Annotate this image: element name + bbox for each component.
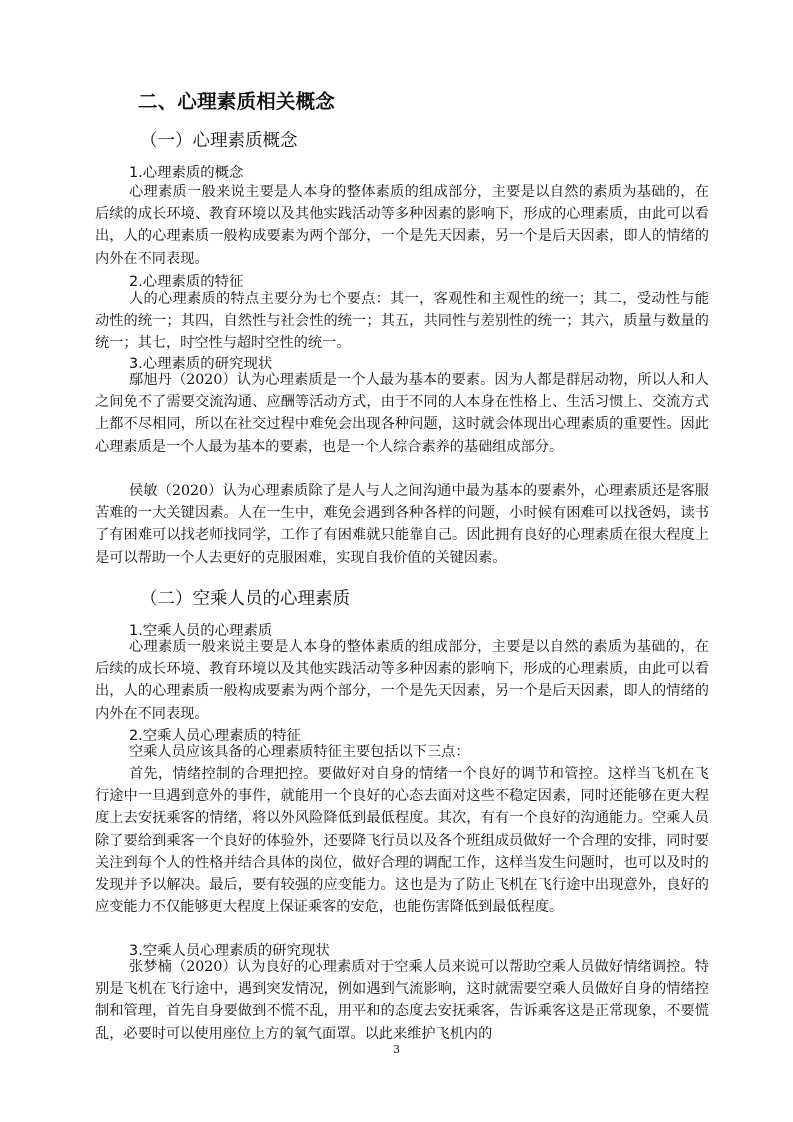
page-number: 3 (393, 1043, 400, 1056)
heading-2-2: 2.空乘人员心理素质的特征 (129, 728, 302, 744)
subsection-title-2: （二）空乘人员的心理素质 (140, 589, 350, 609)
paragraph-2-2b: 首先，情绪控制的合理把控。要做好对自身的情绪一个良好的调节和管控。这样当飞机在飞行途中一旦遇到意外的事件，就能用一个良好的心态去面对这些不稳定因素，同时还能够在更大程度上去安抚乘客的情绪，将以外风险降低到最低程度。其次，有有一个良好的沟通能力。空乘人员除了要给到乘客一个良好的体验外，还要降飞行员以及各个班组成员做好一个合理的安排，同时要关注到每个人的性格并结合具体的岗位，做好合理的调配工作，这样当发生问题时，也可以及时的发现并予以解决。最后，要有较强的应变能力。这也是为了防止飞机在飞行途中出现意外，良好的应变能力不仅能够更大程度上保证乘客的安危，也能伤害降低到最低程度。 (95, 766, 709, 916)
paragraph-1-3a: 鄢旭丹（2020）认为心理素质是一个人最为基本的要素。因为人都是群居动物，所以人和人之间免不了需要交流沟通、应酬等活动方式，由于不同的人本身在性格上、生活习惯上、交流方式上都不尽相同，所以在社交过程中难免会出现各种问题，这时就会体现出心理素质的重要性。因此心理素质是一个人最为基本的要素，也是一个人综合素养的基础组成部分。 (95, 372, 709, 455)
heading-2-3: 3.空乘人员心理素质的研究现状 (129, 943, 330, 959)
heading-2-1: 1.空乘人员的心理素质 (129, 623, 273, 639)
paragraph-2-1: 心理素质一般来说主要是人本身的整体素质的组成部分，主要是以自然的素质为基础的，在后续的成长环境、教育环境以及其他实践活动等多种因素的影响下，形成的心理素质，由此可以看出，人的心理素质一般构成要素为两个部分，一个是先天因素，另一个是后天因素，即人的情绪的内外在不同表现。 (95, 639, 709, 722)
heading-1-3: 3.心理素质的研究现状 (129, 356, 273, 372)
paragraph-2-2a: 空乘人员应该具备的心理素质特征主要包括以下三点： (129, 744, 470, 760)
paragraph-1-1: 心理素质一般来说主要是人本身的整体素质的组成部分，主要是以自然的素质为基础的，在后续的成长环境、教育环境以及其他实践活动等多种因素的影响下，形成的心理素质，由此可以看出，人的心理素质一般构成要素为两个部分，一个是先天因素，另一个是后天因素，即人的情绪的内外在不同表现。 (95, 184, 709, 267)
heading-1-1: 1.心理素质的概念 (129, 165, 244, 181)
paragraph-1-3b: 侯敏（2020）认为心理素质除了是人与人之间沟通中最为基本的要素外，心理素质还是客服苦难的一大关键因素。人在一生中，难免会遇到各种各样的问题，小时候有困难可以找爸妈，读书了有困难可以找老师找同学，工作了有困难就只能靠自己。因此拥有良好的心理素质在很大程度上是可以帮助一个人去更好的克服困难，实现自我价值的关键因素。 (95, 483, 709, 566)
section-title: 二、心理素质相关概念 (138, 90, 336, 113)
subsection-title-1: （一）心理素质概念 (140, 131, 298, 151)
paragraph-1-2: 人的心理素质的特点主要分为七个要点：其一，客观性和主观性的统一；其二，受动性与能动性的统一；其四，自然性与社会性的统一；其五，共同性与差别性的统一；其六，质量与数量的统一；其七，时空性与超时空性的统一。 (95, 291, 709, 352)
heading-1-2: 2.心理素质的特征 (129, 274, 244, 290)
paragraph-2-3: 张梦楠（2020）认为良好的心理素质对于空乘人员来说可以帮助空乘人员做好情绪调控。特别是飞机在飞行途中，遇到突发情况，例如遇到气流影响，这时就需要空乘人员做好自身的情绪控制和管理，首先自身要做到不慌不乱，用平和的态度去安抚乘客，告诉乘客这是正常现象，不要慌乱，必要时可以使用座位上方的氧气面罩。以此来维护飞机内的 (95, 959, 709, 1042)
